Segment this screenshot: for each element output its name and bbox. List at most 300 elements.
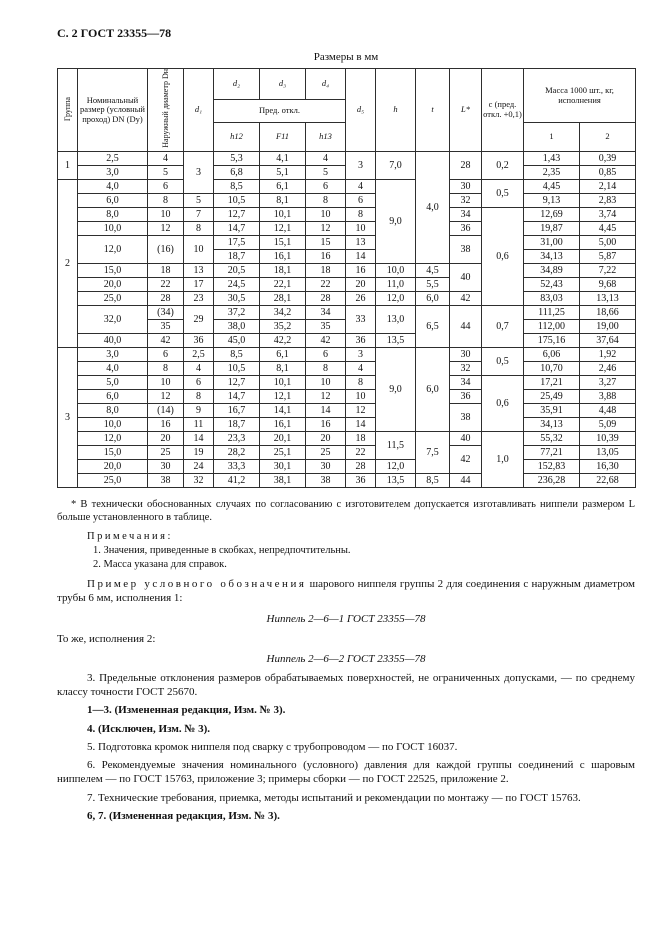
- table-cell: 4,5: [416, 264, 450, 278]
- col-header-d3: d₃: [260, 69, 306, 100]
- table-cell: 8,0: [78, 404, 148, 418]
- note-3: 3. Предельные отклонения размеров обрабатываемых поверхностей, не ограниченных допусками, — по среднему классу точности ГОСТ 25670.: [57, 671, 635, 698]
- table-cell: 1,43: [524, 152, 580, 166]
- table-cell: 42: [450, 446, 482, 474]
- table-cell: 7,5: [416, 432, 450, 474]
- table-cell: 18: [148, 264, 184, 278]
- table-cell: 44: [450, 474, 482, 488]
- table-cell: 5,5: [416, 278, 450, 292]
- note-6: 6. Рекомендуемые значения номинального (условного) давления для каждой группы соединений с шаровым ниппелем — по ГОСТ 15763, приложение 3; примеры сборки — по ГОСТ 22525, приложение 2.: [57, 759, 635, 786]
- table-cell: (16): [148, 236, 184, 264]
- table-cell: 8: [306, 194, 346, 208]
- table-cell: 20: [306, 432, 346, 446]
- body-text: [57, 577, 635, 823]
- table-cell: 12,1: [260, 222, 306, 236]
- table-cell: 8: [148, 362, 184, 376]
- table-cell: 3: [184, 152, 214, 194]
- table-cell: 7: [184, 208, 214, 222]
- table-cell: 1: [58, 152, 78, 180]
- table-cell: 9,68: [580, 278, 636, 292]
- table-cell: 52,43: [524, 278, 580, 292]
- table-cell: 12: [306, 390, 346, 404]
- table-cell: 6,1: [260, 180, 306, 194]
- table-cell: 5: [148, 166, 184, 180]
- col-header-d2: d₂: [214, 69, 260, 100]
- table-cell: 9,0: [376, 180, 416, 264]
- col-header-F11: F11: [260, 123, 306, 152]
- note-6-7-amended: 6, 7. (Измененная редакция, Изм. № 3).: [87, 810, 280, 823]
- table-cell: 32,0: [78, 306, 148, 334]
- table-cell: 16,7: [214, 404, 260, 418]
- table-cell: 33: [346, 306, 376, 334]
- table-cell: 152,83: [524, 460, 580, 474]
- remarks-block: [57, 530, 635, 571]
- table-cell: 9,0: [376, 348, 416, 432]
- table-cell: 55,32: [524, 432, 580, 446]
- table-cell: 5: [306, 166, 346, 180]
- table-cell: 38: [148, 474, 184, 488]
- col-header-t: t: [416, 69, 450, 152]
- table-cell: 6: [306, 348, 346, 362]
- table-cell: 42,2: [260, 334, 306, 348]
- table-cell: 25,0: [78, 292, 148, 306]
- col-header-h12: h12: [214, 123, 260, 152]
- table-row: [58, 236, 636, 250]
- table-row: [58, 418, 636, 432]
- table-cell: 13: [346, 236, 376, 250]
- example-lead-spaced: Пример условного обозначения: [87, 578, 307, 591]
- table-cell: 6,5: [416, 306, 450, 348]
- table-cell: 8,1: [260, 362, 306, 376]
- table-cell: 8,0: [78, 208, 148, 222]
- table-cell: 20,5: [214, 264, 260, 278]
- table-cell: 2,5: [184, 348, 214, 362]
- table-cell: 14,7: [214, 222, 260, 236]
- col-header-mass: Масса 1000 шт., кг, исполнения: [524, 69, 636, 123]
- table-cell: 25,1: [260, 446, 306, 460]
- table-cell: 16: [306, 418, 346, 432]
- table-cell: 6,06: [524, 348, 580, 362]
- table-cell: 26: [346, 292, 376, 306]
- table-cell: 6: [148, 180, 184, 194]
- table-cell: 10: [346, 222, 376, 236]
- table-cell: 4,0: [78, 362, 148, 376]
- table-cell: 0,2: [482, 152, 524, 180]
- table-cell: 10: [346, 390, 376, 404]
- remarks-title: Примечания:: [87, 531, 173, 543]
- table-cell: 7,22: [580, 264, 636, 278]
- table-cell: 15,1: [260, 236, 306, 250]
- table-cell: 6,0: [78, 390, 148, 404]
- table-cell: 2,5: [78, 152, 148, 166]
- table-row: [58, 348, 636, 362]
- table-row: [58, 474, 636, 488]
- table-row: [58, 292, 636, 306]
- table-cell: 16,1: [260, 250, 306, 264]
- table-cell: 0,85: [580, 166, 636, 180]
- table-footnote: * В технически обоснованных случаях по согласованию с изготовителем допускается изготавливать ниппели размером L больше установленного в таблице.: [57, 499, 635, 524]
- table-caption: Размеры в мм: [313, 51, 379, 63]
- table-cell: 10: [148, 376, 184, 390]
- remark-item-2: 2. Масса указана для справок.: [93, 558, 227, 570]
- note-5: 5. Подготовка кромок ниппеля под сварку с трубопроводом — по ГОСТ 16037.: [87, 740, 458, 753]
- table-cell: 40: [450, 432, 482, 446]
- table-cell: 18: [306, 264, 346, 278]
- table-cell: 44: [450, 306, 482, 348]
- dimensions-table: [57, 68, 636, 488]
- table-cell: 111,25: [524, 306, 580, 320]
- table-cell: 15,0: [78, 446, 148, 460]
- table-cell: 35: [148, 320, 184, 334]
- table-cell: 0,5: [482, 180, 524, 208]
- table-cell: 5: [184, 194, 214, 208]
- table-cell: 22: [148, 278, 184, 292]
- table-row: [58, 222, 636, 236]
- table-cell: 22,1: [260, 278, 306, 292]
- table-cell: 4,1: [260, 152, 306, 166]
- table-cell: 40: [450, 264, 482, 292]
- table-cell: 22,68: [580, 474, 636, 488]
- table-row: [58, 460, 636, 474]
- table-cell: 8: [346, 376, 376, 390]
- table-cell: 236,28: [524, 474, 580, 488]
- table-cell: 77,21: [524, 446, 580, 460]
- table-cell: 10: [148, 208, 184, 222]
- table-cell: 22: [306, 278, 346, 292]
- table-cell: 2,35: [524, 166, 580, 180]
- table-cell: 24: [184, 460, 214, 474]
- table-cell: 38,0: [214, 320, 260, 334]
- table-cell: 12,1: [260, 390, 306, 404]
- table-cell: 12: [148, 390, 184, 404]
- table-cell: 112,00: [524, 320, 580, 334]
- table-cell: 23: [184, 292, 214, 306]
- table-cell: 10,0: [376, 264, 416, 278]
- table-cell: 175,16: [524, 334, 580, 348]
- table-cell: 14: [346, 250, 376, 264]
- col-header-d4: d₄: [306, 69, 346, 100]
- table-cell: 8: [184, 390, 214, 404]
- note-1-3-amended: 1—3. (Измененная редакция, Изм. № 3).: [87, 704, 286, 717]
- table-cell: 3,88: [580, 390, 636, 404]
- col-header-nominal: Номинальный размер (условный проход) DN (Dу): [78, 69, 148, 152]
- table-cell: 10,0: [78, 222, 148, 236]
- table-cell: 6: [148, 348, 184, 362]
- table-cell: 4,0: [78, 180, 148, 194]
- table-cell: 40,0: [78, 334, 148, 348]
- col-header-h13: h13: [306, 123, 346, 152]
- table-cell: 5,87: [580, 250, 636, 264]
- table-cell: 36: [346, 474, 376, 488]
- table-cell: 28: [450, 152, 482, 180]
- table-cell: 13,5: [376, 474, 416, 488]
- table-cell: 18,1: [260, 264, 306, 278]
- table-cell: 12,0: [376, 460, 416, 474]
- table-cell: 35: [306, 320, 346, 334]
- table-cell: 10: [306, 208, 346, 222]
- table-cell: 45,0: [214, 334, 260, 348]
- table-cell: 6,0: [78, 194, 148, 208]
- table-cell: 13: [184, 264, 214, 278]
- table-cell: 20,1: [260, 432, 306, 446]
- table-cell: 19,87: [524, 222, 580, 236]
- note-4-excluded: 4. (Исключен, Изм. № 3).: [87, 722, 211, 735]
- table-cell: 17: [184, 278, 214, 292]
- col-header-d5: d₅: [346, 69, 376, 152]
- table-cell: 4: [184, 362, 214, 376]
- table-cell: 19,00: [580, 320, 636, 334]
- table-cell: 11: [184, 418, 214, 432]
- designation-2: Ниппель 2—6—2 ГОСТ 23355—78: [266, 653, 426, 666]
- table-cell: 12,7: [214, 208, 260, 222]
- col-header-L: L*: [450, 69, 482, 152]
- table-cell: 5,09: [580, 418, 636, 432]
- table-cell: 25,0: [78, 474, 148, 488]
- table-cell: 18,66: [580, 306, 636, 320]
- table-row: [58, 180, 636, 194]
- table-cell: (34): [148, 306, 184, 320]
- table-cell: 8: [306, 362, 346, 376]
- same-label: То же, исполнения 2:: [57, 633, 156, 646]
- table-cell: 5,00: [580, 236, 636, 250]
- table-row: [58, 362, 636, 376]
- table-cell: 18,7: [214, 250, 260, 264]
- table-cell: 16: [148, 418, 184, 432]
- table-cell: 15,0: [78, 264, 148, 278]
- table-cell: 3: [346, 348, 376, 362]
- table-cell: 12,69: [524, 208, 580, 222]
- table-cell: 28: [148, 292, 184, 306]
- table-cell: 15: [306, 236, 346, 250]
- table-row: [58, 208, 636, 222]
- table-cell: 42: [306, 334, 346, 348]
- table-cell: 14: [184, 432, 214, 446]
- table-cell: 16,1: [260, 418, 306, 432]
- table-cell: 3: [346, 152, 376, 180]
- table-cell: 12,7: [214, 376, 260, 390]
- table-cell: 12: [306, 222, 346, 236]
- table-cell: 13,0: [376, 306, 416, 334]
- table-cell: 35,2: [260, 320, 306, 334]
- table-cell: 18,7: [214, 418, 260, 432]
- table-cell: 38: [306, 474, 346, 488]
- table-cell: 8,5: [214, 180, 260, 194]
- table-cell: (14): [148, 404, 184, 418]
- table-cell: 30: [306, 460, 346, 474]
- table-cell: 2,14: [580, 180, 636, 194]
- table-cell: 4: [346, 180, 376, 194]
- table-cell: 13,05: [580, 446, 636, 460]
- table-cell: 32: [450, 194, 482, 208]
- table-row: [58, 278, 636, 292]
- table-cell: 14,7: [214, 390, 260, 404]
- table-cell: 6,8: [214, 166, 260, 180]
- table-cell: 8,5: [416, 474, 450, 488]
- table-cell: 42: [148, 334, 184, 348]
- table-cell: 25: [148, 446, 184, 460]
- col-header-mass-2: 2: [580, 123, 636, 152]
- table-cell: 12,0: [78, 432, 148, 446]
- col-header-mass-1: 1: [524, 123, 580, 152]
- table-cell: 34,13: [524, 418, 580, 432]
- table-cell: 0,6: [482, 376, 524, 432]
- col-header-outer-diameter-label: Наружный диаметр Dн: [160, 69, 170, 149]
- table-cell: 35,91: [524, 404, 580, 418]
- table-cell: 13,13: [580, 292, 636, 306]
- table-cell: 38: [450, 236, 482, 264]
- table-cell: 2,83: [580, 194, 636, 208]
- table-cell: 3,0: [78, 348, 148, 362]
- col-header-pred-otkl: Пред. откл.: [214, 100, 346, 123]
- table-cell: 4: [346, 362, 376, 376]
- table-cell: 28: [346, 460, 376, 474]
- table-row: [58, 194, 636, 208]
- table-cell: 20: [346, 278, 376, 292]
- table-cell: 22: [346, 446, 376, 460]
- table-cell: 12: [148, 222, 184, 236]
- table-cell: 4,45: [580, 222, 636, 236]
- col-header-group: [58, 69, 78, 152]
- table-cell: 20,0: [78, 460, 148, 474]
- table-cell: 12,0: [78, 236, 148, 264]
- table-cell: 25,49: [524, 390, 580, 404]
- table-cell: 17,21: [524, 376, 580, 390]
- table-cell: 0,7: [482, 306, 524, 348]
- table-cell: 8: [184, 222, 214, 236]
- col-header-d1: d₁: [184, 69, 214, 152]
- page-header: С. 2 ГОСТ 23355—78: [57, 26, 172, 40]
- table-cell: 19: [184, 446, 214, 460]
- table-cell: 34: [450, 376, 482, 390]
- table-cell: 10,70: [524, 362, 580, 376]
- table-cell: 36: [450, 222, 482, 236]
- table-cell: 10: [306, 376, 346, 390]
- table-row: [58, 376, 636, 390]
- table-cell: 24,5: [214, 278, 260, 292]
- table-cell: 8,5: [214, 348, 260, 362]
- table-cell: 8: [346, 208, 376, 222]
- table-cell: 10,5: [214, 362, 260, 376]
- table-cell: 6,0: [416, 348, 450, 432]
- table-cell: 3,0: [78, 166, 148, 180]
- table-cell: 30: [148, 460, 184, 474]
- table-cell: 3: [58, 348, 78, 488]
- table-cell: 0,39: [580, 152, 636, 166]
- table-cell: 6: [306, 180, 346, 194]
- table-cell: 6,1: [260, 348, 306, 362]
- table-cell: 4: [148, 152, 184, 166]
- table-cell: 7,0: [376, 152, 416, 180]
- table-cell: 25: [306, 446, 346, 460]
- table-cell: 31,00: [524, 236, 580, 250]
- table-cell: 42: [450, 292, 482, 306]
- col-header-outer-diameter: [148, 69, 184, 152]
- table-cell: 12: [346, 404, 376, 418]
- table-cell: 9: [184, 404, 214, 418]
- table-row: [58, 446, 636, 460]
- table-cell: 4,45: [524, 180, 580, 194]
- col-header-c: с (пред. откл. +0,1): [482, 69, 524, 152]
- table-cell: 5,0: [78, 376, 148, 390]
- table-cell: 16: [306, 250, 346, 264]
- table-cell: 34,2: [260, 306, 306, 320]
- table-cell: 10: [184, 236, 214, 264]
- table-cell: 30,1: [260, 460, 306, 474]
- table-cell: 1,92: [580, 348, 636, 362]
- table-cell: 36: [450, 390, 482, 404]
- table-cell: 2,46: [580, 362, 636, 376]
- table-cell: 16,30: [580, 460, 636, 474]
- col-header-group-label: Группа: [62, 96, 72, 121]
- table-cell: 32: [450, 362, 482, 376]
- table-cell: 6: [184, 376, 214, 390]
- table-row: [58, 432, 636, 446]
- table-cell: 20,0: [78, 278, 148, 292]
- table-cell: 0,6: [482, 208, 524, 306]
- table-cell: 83,03: [524, 292, 580, 306]
- table-cell: 10,1: [260, 208, 306, 222]
- table-cell: 18: [346, 432, 376, 446]
- dimensions-table-body: [58, 152, 636, 488]
- table-cell: 28,1: [260, 292, 306, 306]
- table-cell: 32: [184, 474, 214, 488]
- table-cell: 10,5: [214, 194, 260, 208]
- table-cell: 16: [346, 264, 376, 278]
- table-cell: 3,27: [580, 376, 636, 390]
- table-cell: 33,3: [214, 460, 260, 474]
- example-lead-rest: шарового ниппеля группы 2 для соединения с наружным диаметром трубы 6 мм, исполнения 1:: [57, 578, 635, 605]
- table-cell: 6,0: [416, 292, 450, 306]
- remark-item-1: 1. Значения, приведенные в скобках, непредпочтительны.: [93, 544, 351, 556]
- note-7: 7. Технические требования, приемка, методы испытаний и рекомендации по монтажу — по ГОСТ 15763.: [87, 791, 581, 804]
- table-row: [58, 306, 636, 320]
- table-cell: 10,1: [260, 376, 306, 390]
- table-row: [58, 334, 636, 348]
- table-cell: 4,0: [416, 152, 450, 264]
- table-cell: 13,5: [376, 334, 416, 348]
- example-lead: [57, 577, 635, 606]
- table-cell: 4,48: [580, 404, 636, 418]
- table-cell: 30: [450, 180, 482, 194]
- table-cell: 34,89: [524, 264, 580, 278]
- table-cell: 37,2: [214, 306, 260, 320]
- table-cell: 14: [346, 418, 376, 432]
- table-cell: 17,5: [214, 236, 260, 250]
- table-cell: 14: [306, 404, 346, 418]
- table-cell: 36: [184, 334, 214, 348]
- table-cell: 28,2: [214, 446, 260, 460]
- table-cell: 34,13: [524, 250, 580, 264]
- table-cell: 28: [306, 292, 346, 306]
- table-cell: 36: [346, 334, 376, 348]
- table-cell: 9,13: [524, 194, 580, 208]
- table-cell: 34: [306, 306, 346, 320]
- table-cell: 30,5: [214, 292, 260, 306]
- table-cell: 2: [58, 180, 78, 348]
- table-cell: 3,74: [580, 208, 636, 222]
- table-row: [58, 152, 636, 166]
- table-cell: 8,1: [260, 194, 306, 208]
- table-cell: 23,3: [214, 432, 260, 446]
- table-cell: 10,39: [580, 432, 636, 446]
- table-row: [58, 404, 636, 418]
- table-cell: 1,0: [482, 432, 524, 488]
- col-header-h: h: [376, 69, 416, 152]
- table-cell: 4: [306, 152, 346, 166]
- table-cell: 37,64: [580, 334, 636, 348]
- table-cell: 34: [450, 208, 482, 222]
- table-row: [58, 264, 636, 278]
